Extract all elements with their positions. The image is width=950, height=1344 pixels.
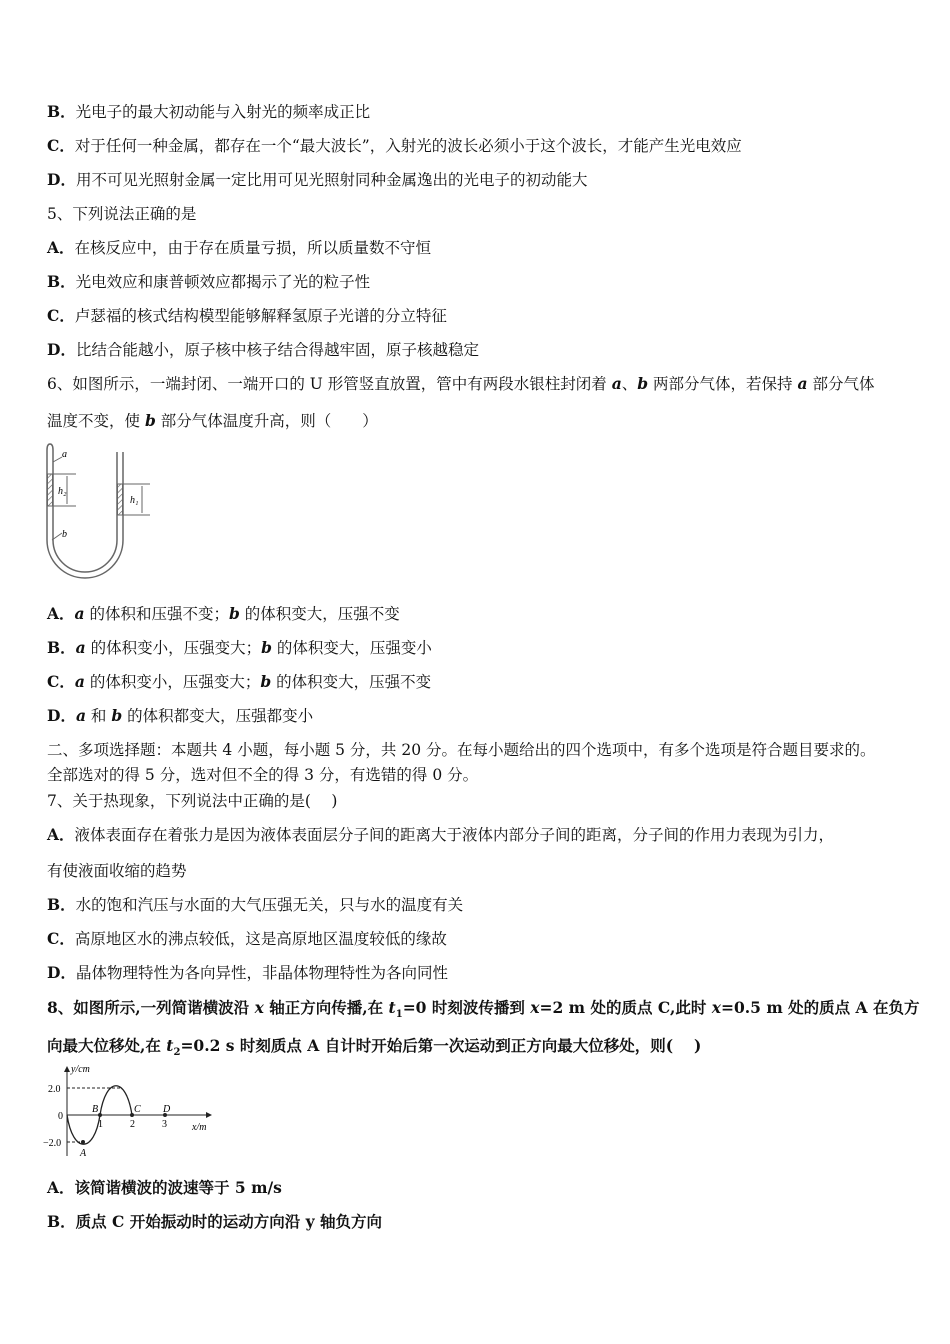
wave-figure [42, 1064, 222, 1160]
x-tick-2: 2 [130, 1119, 135, 1130]
subscript: 2 [173, 1047, 181, 1059]
option-label: A． [47, 825, 75, 844]
y-tick-zero: 0 [58, 1111, 63, 1122]
option-label: C． [47, 306, 75, 325]
var: b [144, 411, 156, 430]
text: 、 [621, 375, 638, 393]
option-text: 用不可见光照射金属一定比用可见光照射同种金属逸出的光电子的初动能大 [75, 171, 588, 189]
text: 6、如图所示，一端封闭、一端开口的 U 形管竖直放置，管中有两段水银柱封闭着 [47, 375, 612, 393]
text: 部分气体温度升高，则（ ） [155, 412, 378, 430]
option-label: D． [47, 706, 76, 725]
x-axis-label: x/m [192, 1122, 207, 1133]
section2-line1: 二、多项选择题：本题共 4 小题，每小题 5 分，共 20 分。在每小题给出的四个选项中，有多个选项是符合题目要求的。 [47, 741, 876, 759]
var: t [388, 998, 396, 1017]
q6-stem-line1 [47, 374, 874, 394]
var: x [530, 998, 540, 1017]
y-tick-pos: 2.0 [48, 1084, 61, 1095]
q7-stem: 7、关于热现象，下列说法中正确的是( ) [47, 792, 338, 810]
text: 的体积变大，压强不变 [271, 673, 432, 691]
option-label: B． [47, 1212, 76, 1231]
section2-line2: 全部选对的得 5 分，选对但不全的得 3 分，有选错的得 0 分。 [47, 766, 479, 784]
var: a [75, 706, 86, 725]
q5-option-b [47, 272, 370, 292]
option-label: A． [47, 1178, 75, 1197]
q6-option-d [47, 706, 313, 726]
option-text: 液体表面存在着张力是因为液体表面层分子间的距离大于液体内部分子间的距离，分子间的作用力表现为引力， [74, 826, 835, 844]
var: b [229, 604, 240, 623]
q7-option-a [47, 825, 834, 845]
text: 的体积变大，压强变小 [271, 639, 432, 657]
text: 8、如图所示,一列简谐横波沿 [47, 998, 255, 1017]
x-tick-1: 1 [98, 1119, 103, 1130]
q6-option-b [47, 638, 432, 658]
q8-stem-line2 [47, 1036, 701, 1063]
option-text: 光电效应和康普顿效应都揭示了光的粒子性 [75, 273, 371, 291]
point-c: C [134, 1104, 141, 1115]
q5-option-a [47, 238, 431, 258]
y-tick-neg: −2.0 [43, 1138, 62, 1149]
option-label: C． [47, 672, 75, 691]
option-label: A． [47, 604, 75, 623]
q8-option-b [47, 1212, 382, 1232]
var: a [74, 672, 85, 691]
label-b: b [62, 529, 67, 540]
var: x [254, 998, 264, 1017]
option-label: B． [47, 272, 76, 291]
point-d: D [163, 1104, 171, 1115]
var: b [637, 374, 649, 393]
option-label: B． [47, 895, 76, 914]
text: =0.5 m 处的质点 A 在负方 [720, 998, 920, 1017]
text: 的体积变小，压强变大； [85, 639, 262, 657]
var: a [75, 638, 86, 657]
q7-option-c [47, 929, 447, 949]
x-tick-3: 3 [162, 1119, 167, 1130]
text: 和 [86, 707, 112, 725]
option-text: 光电子的最大初动能与入射光的频率成正比 [75, 103, 371, 121]
var: a [611, 374, 622, 393]
point-a: A [80, 1148, 87, 1159]
y-axis-label: y/cm [71, 1064, 90, 1075]
text: 的体积和压强不变； [84, 605, 230, 623]
text: =0 时刻波传播到 [402, 998, 531, 1017]
option-text: 晶体物理特性为各向异性，非晶体物理特性为各向同性 [75, 964, 448, 982]
q7-option-d [47, 963, 448, 983]
text: 的体积都变大，压强都变小 [122, 707, 314, 725]
var: x [711, 998, 721, 1017]
var: a [797, 374, 808, 393]
text: 的体积变小，压强变大； [84, 673, 261, 691]
q4-option-d [47, 170, 587, 190]
text: =2 m 处的质点 C,此时 [539, 998, 712, 1017]
label-a: a [62, 449, 67, 460]
option-text: 该简谐横波的波速等于 5 m/s [74, 1178, 282, 1197]
var: t [166, 1036, 174, 1055]
q4-option-b [47, 102, 370, 122]
label-h1: h₁ [130, 495, 139, 506]
label-h2: h₂ [58, 486, 67, 497]
text: =0.2 s 时刻质点 A 自计时开始后第一次运动到正方向最大位移处，则( ) [180, 1036, 702, 1055]
u-tube-figure [40, 440, 160, 585]
option-label: B． [47, 638, 76, 657]
text: 部分气体 [807, 375, 875, 393]
option-label: D． [47, 170, 76, 189]
q5-option-d [47, 340, 479, 360]
option-text: 质点 C 开始振动时的运动方向沿 y 轴负方向 [75, 1212, 383, 1231]
option-label: B． [47, 102, 76, 121]
q7-option-a-cont: 有使液面收缩的趋势 [47, 862, 187, 880]
point-b: B [92, 1104, 99, 1115]
q6-option-a [47, 604, 400, 624]
option-label: C． [47, 136, 75, 155]
q6-option-c [47, 672, 431, 692]
option-label: D． [47, 340, 76, 359]
var: b [260, 672, 272, 691]
q5-stem: 5、下列说法正确的是 [47, 205, 197, 223]
subscript: 1 [395, 1009, 403, 1021]
var: b [261, 638, 272, 657]
option-label: C． [47, 929, 75, 948]
text: 两部分气体，若保持 [648, 375, 798, 393]
text: 温度不变，使 [47, 412, 145, 430]
q8-option-a [47, 1178, 282, 1198]
option-text: 对于任何一种金属，都存在一个“最大波长”，入射光的波长必须小于这个波长，才能产生光电效应 [74, 137, 742, 155]
text: 轴正方向传播,在 [263, 998, 389, 1017]
q5-option-c [47, 306, 447, 326]
option-text: 卢瑟福的核式结构模型能够解释氢原子光谱的分立特征 [74, 307, 447, 325]
option-text: 高原地区水的沸点较低，这是高原地区温度较低的缘故 [74, 930, 447, 948]
q6-stem-line2 [47, 411, 378, 431]
q7-option-b [47, 895, 463, 915]
text: 向最大位移处,在 [47, 1036, 167, 1055]
option-text: 在核反应中，由于存在质量亏损，所以质量数不守恒 [74, 239, 432, 257]
q8-stem-line1 [47, 998, 919, 1025]
option-text: 水的饱和汽压与水面的大气压强无关，只与水的温度有关 [75, 896, 464, 914]
q4-option-c [47, 136, 742, 156]
var: b [111, 706, 123, 725]
option-label: D． [47, 963, 76, 982]
option-label: A． [47, 238, 75, 257]
option-text: 比结合能越小，原子核中核子结合得越牢固，原子核越稳定 [75, 341, 479, 359]
text: 的体积变大，压强不变 [239, 605, 400, 623]
var: a [74, 604, 85, 623]
